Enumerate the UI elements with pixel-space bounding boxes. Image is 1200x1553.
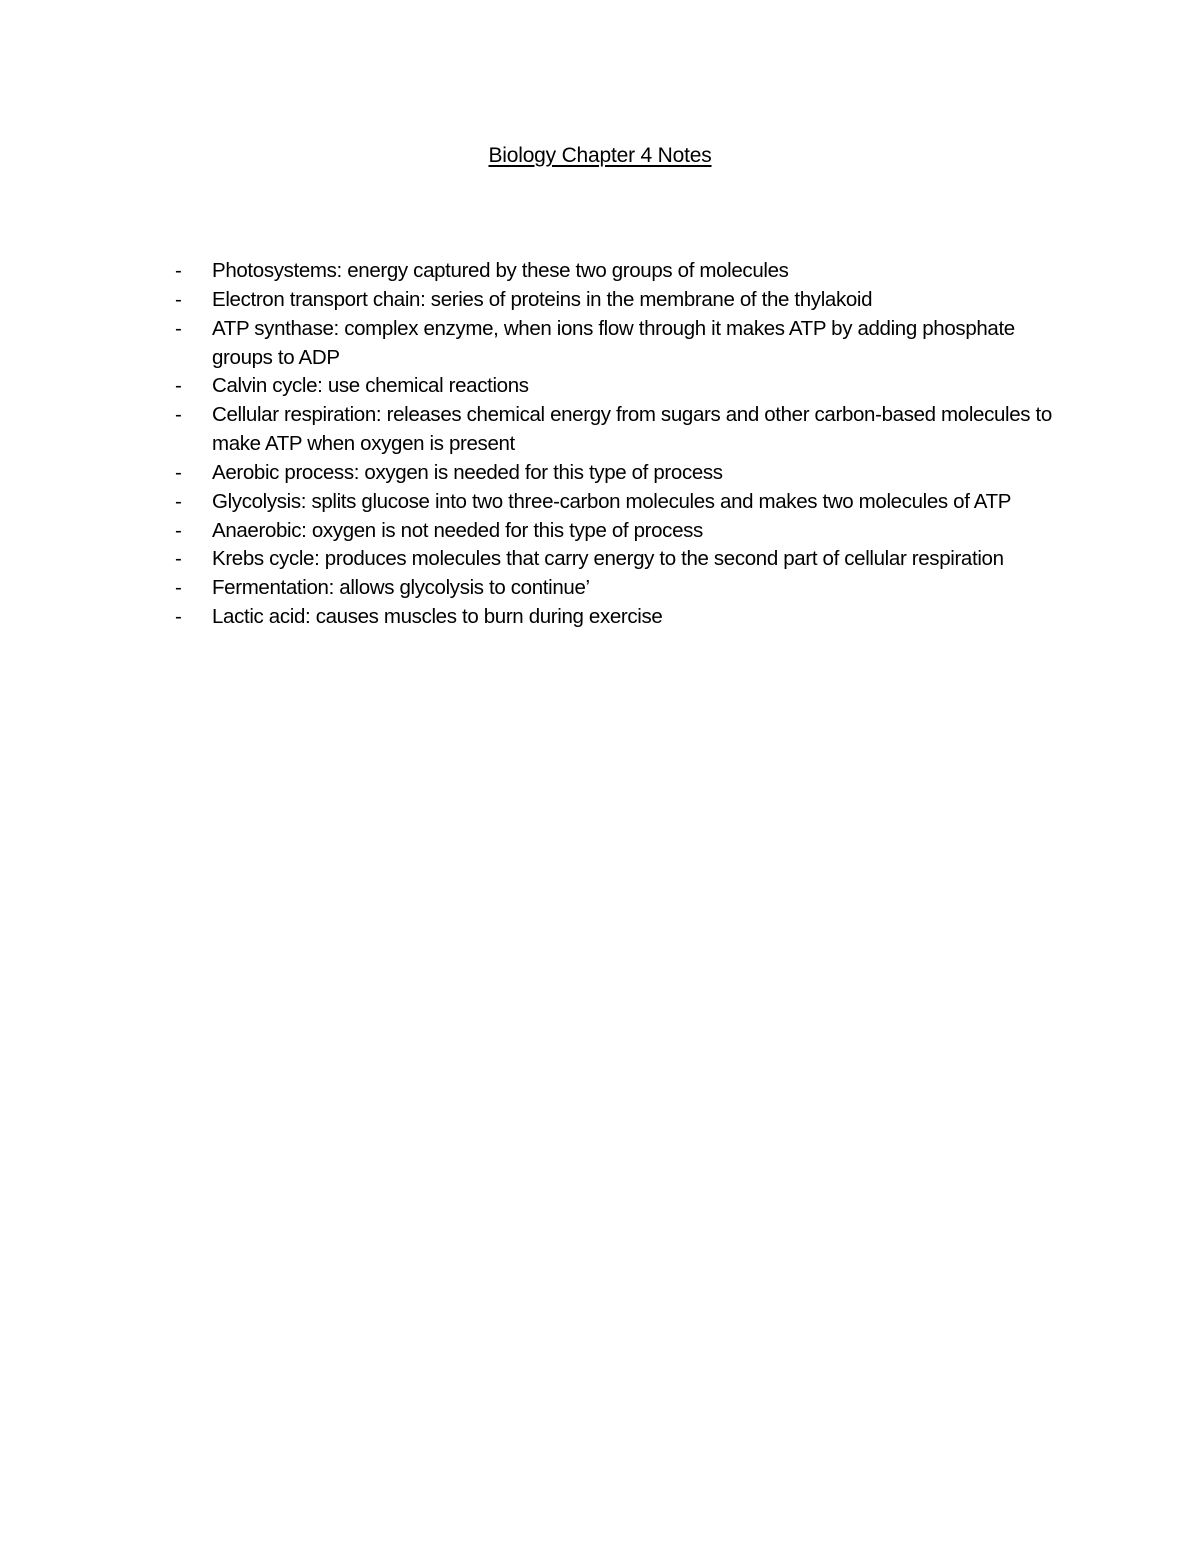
bullet-dash: - — [175, 547, 182, 571]
note-text: ATP synthase: complex enzyme, when ions flow through it makes ATP by adding phosphate groups to ADP — [212, 316, 1015, 369]
bullet-dash: - — [175, 316, 182, 340]
list-item — [175, 401, 1055, 459]
list-item — [175, 517, 1055, 546]
bullet-dash: - — [175, 518, 182, 542]
page-title: Biology Chapter 4 Notes — [488, 144, 712, 167]
bullet-dash: - — [175, 403, 182, 427]
bullet-dash: - — [175, 259, 182, 282]
note-text: Photosystems: energy captured by these two groups of molecules — [212, 259, 789, 282]
note-text: Krebs cycle: produces molecules that carry energy to the second part of cellular respiration — [212, 547, 1004, 571]
list-item — [175, 286, 1055, 315]
note-text: Glycolysis: splits glucose into two three-carbon molecules and makes two molecules of ATP — [212, 489, 1012, 513]
note-text: Lactic acid: causes muscles to burn during exercise — [212, 605, 663, 629]
note-text: Anaerobic: oxygen is not needed for this type of process — [212, 518, 703, 542]
list-item — [175, 574, 1055, 603]
note-text: Calvin cycle: use chemical reactions — [212, 374, 529, 398]
list-item — [175, 372, 1055, 401]
bullet-dash: - — [175, 287, 182, 311]
list-item — [175, 257, 1055, 286]
bullet-dash: - — [175, 374, 182, 398]
bullet-dash: - — [175, 489, 182, 513]
bullet-dash: - — [175, 605, 182, 629]
note-text: Aerobic process: oxygen is needed for this type of process — [212, 460, 723, 484]
list-item — [175, 315, 1055, 373]
list-item — [175, 459, 1055, 488]
notes-list — [175, 257, 1055, 632]
list-item — [175, 545, 1055, 574]
bullet-dash: - — [175, 576, 182, 600]
note-text: Cellular respiration: releases chemical energy from sugars and other carbon-based molecules to make ATP when oxygen is present — [212, 403, 1052, 456]
list-item — [175, 603, 1055, 632]
list-item — [175, 488, 1055, 517]
note-text: Fermentation: allows glycolysis to continue’ — [212, 576, 590, 600]
bullet-dash: - — [175, 460, 182, 484]
note-text: Electron transport chain: series of proteins in the membrane of the thylakoid — [212, 287, 873, 311]
